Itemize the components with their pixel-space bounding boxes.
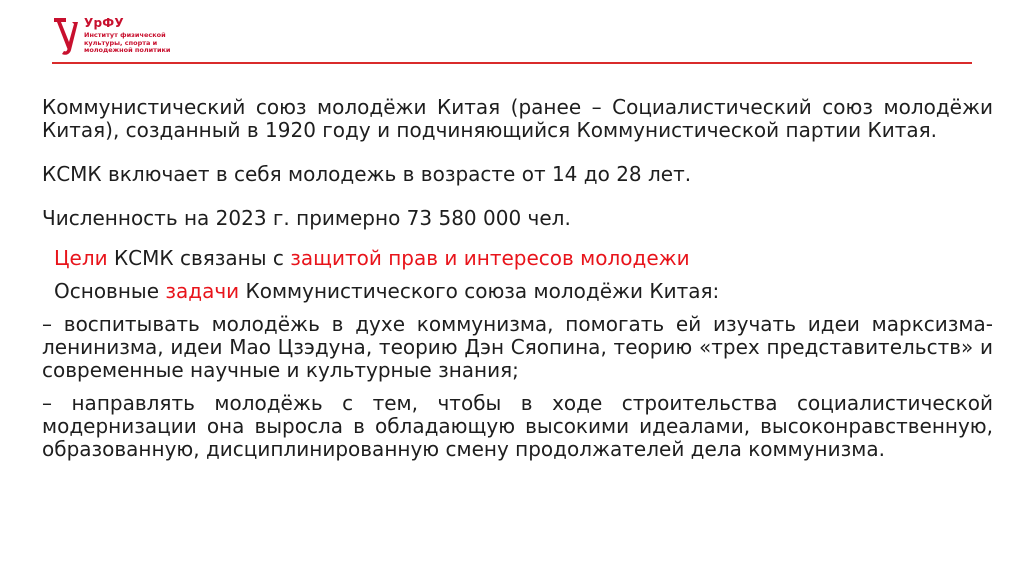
header	[52, 14, 972, 68]
paragraph-size: Численность на 2023 г. примерно 73 580 000 чел.	[42, 206, 571, 230]
header-divider	[52, 62, 972, 64]
tasks-keyword: задачи	[165, 279, 240, 303]
goals-highlight: защитой прав и интересов молодежи	[290, 246, 690, 270]
list-item-task-1: – воспитывать молодёжь в духе коммунизма, помогать ей изучать идеи марксизма-ленинизма, идеи Мао Цзэдуна, теорию Дэн Сяопина, теорию «трех представительств» и современные научные и культурные знания;	[42, 312, 993, 382]
paragraph-tasks-intro	[42, 280, 993, 303]
tasks-post: Коммунистического союза молодёжи Китая:	[239, 279, 720, 303]
goals-keyword: Цели	[54, 246, 108, 270]
logo-subtitle: Институт физической культуры, спорта и молодежной политики	[84, 31, 171, 54]
paragraph-goals	[42, 247, 993, 270]
goals-text: КСМК связаны с	[107, 246, 291, 270]
logo-text	[84, 16, 170, 55]
tasks-pre: Основные	[54, 279, 166, 303]
logo-title: УрФУ	[84, 16, 124, 30]
list-item-task-2: – направлять молодёжь с тем, чтобы в ходе строительства социалистической модернизации она выросла в обладающую высокими идеалами, высоконравственную, образованную, дисциплинированную смену продолжателей дела коммунизма.	[42, 391, 993, 461]
slide-content	[42, 96, 993, 461]
paragraph-definition: Коммунистический союз молодёжи Китая (ранее – Социалистический союз молодёжи Китая), созданный в 1920 году и подчиняющийся Коммунистической партии Китая.	[42, 95, 993, 142]
urfu-logo-icon	[52, 16, 80, 56]
paragraph-age: КСМК включает в себя молодежь в возрасте от 14 до 28 лет.	[42, 162, 692, 186]
